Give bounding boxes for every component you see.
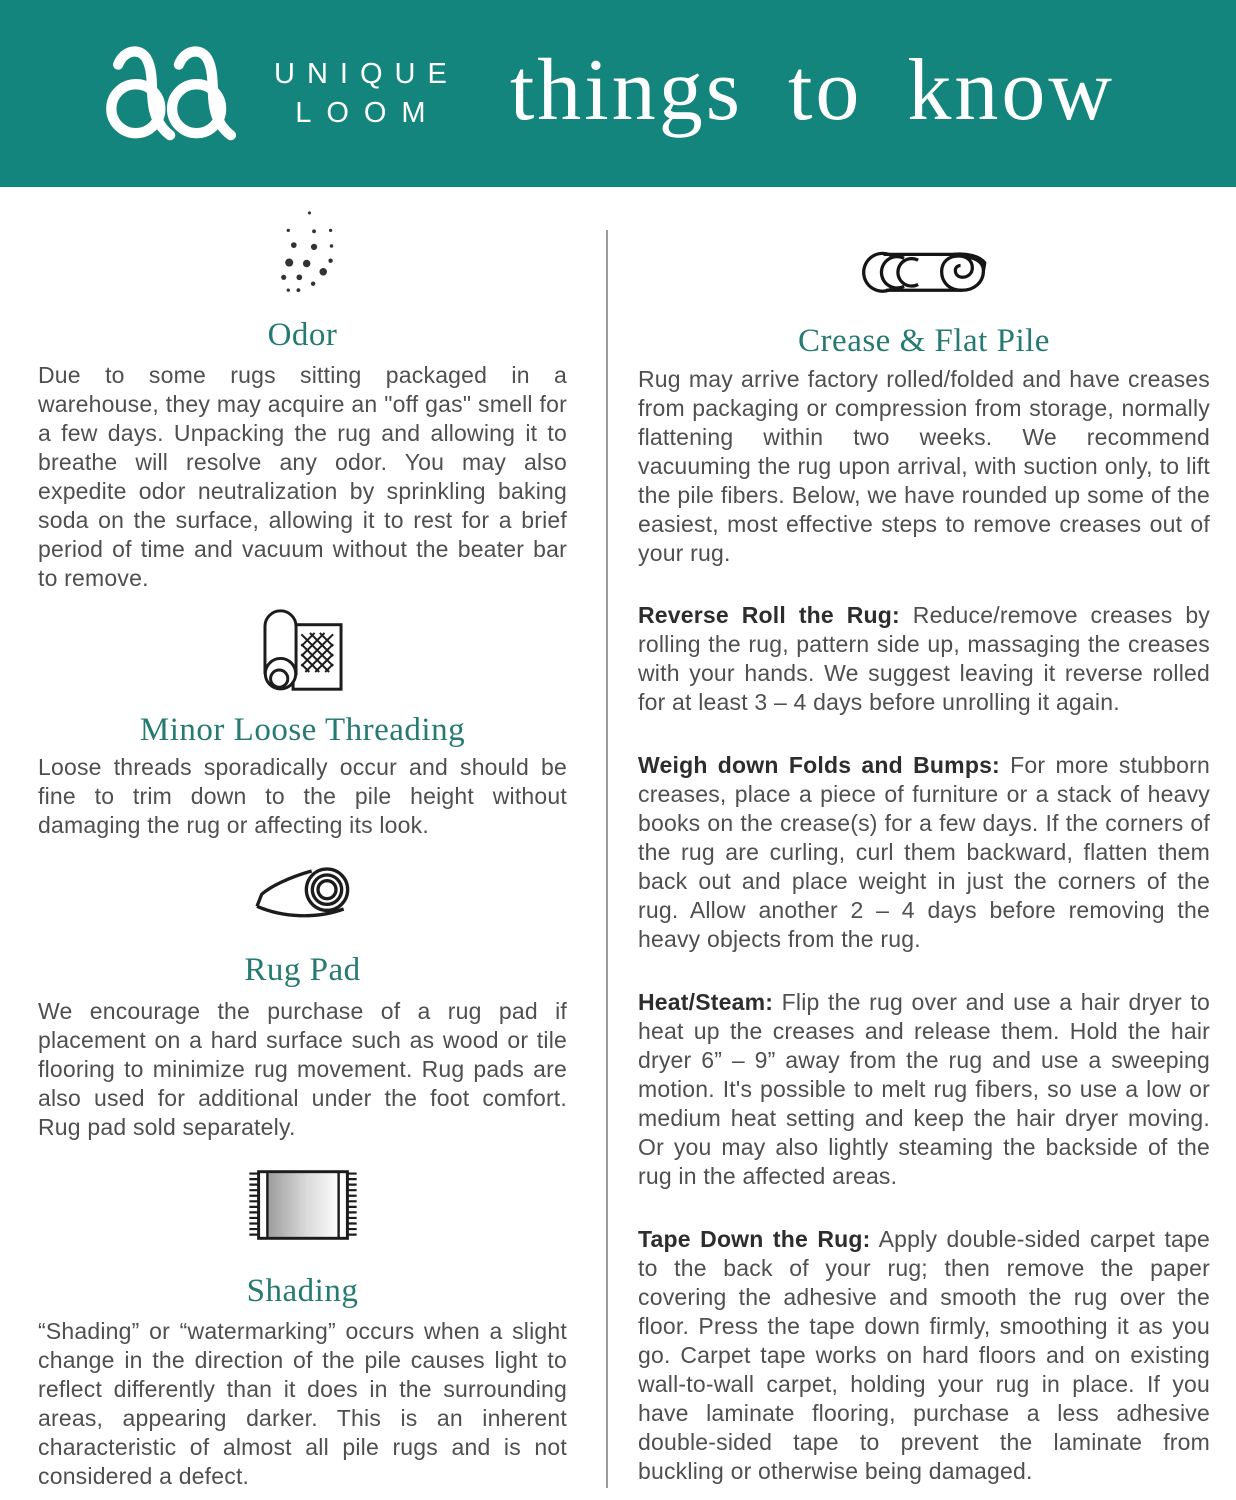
shaded-rug-icon (245, 1168, 361, 1242)
tip-weigh-down (638, 751, 1210, 954)
rolled-rug-spiral-icon (860, 251, 988, 293)
tip-text: Flip the rug over and use a hair dryer to heat up the creases and release them. Hold the hair dryer 6” – 9” away from the rug and use a sweeping motion. It's possible to melt rug fibers, so use a low or medium heat setting and keep the hair dryer moving. Or you may also lightly steaming the backside of the rug in the affected areas. (638, 988, 1210, 1189)
brand-name (274, 57, 459, 129)
tip-label: Heat/Steam: (638, 988, 774, 1015)
column-divider (606, 230, 608, 1488)
section-body: Loose threads sporadically occur and should be fine to trim down to the pile height without damaging the rug or affecting its look. (38, 754, 567, 839)
brand-name-line2: LOOM (295, 96, 441, 129)
tip-text: For more stubborn creases, place a piece of furniture or a stack of heavy books on the crease(s) for a few days. If the corners of the rug are curling, curl them backward, flatten them back out and place weight in just the corners of the rug. Allow another 2 – 4 days before removing the heavy objects from the rug. (638, 751, 1211, 952)
rug-pad-roll-icon (253, 867, 353, 923)
section-body: Rug may arrive factory rolled/folded and have creases from packaging or compression from storage, normally flattening within two weeks. We recommend vacuuming the rug upon arrival, with suction only, to lift the pile fibers. Below, we have rounded up some of the easiest, most effective steps to remove creases out of your rug. (638, 365, 1210, 566)
header-banner (0, 0, 1236, 187)
section-body: Due to some rugs sitting packaged in a warehouse, they may acquire an "off gas" smell for a few days. Unpacking the rug and allowing it to breathe will resolve any odor. You may also expedite odor neutralization by sprinkling baking soda on the surface, allowing it to rest for a brief period of time and vacuum without the beater bar to remove. (38, 361, 567, 591)
tip-label: Tape Down the Rug: (638, 1225, 871, 1252)
odor-particles-icon (257, 208, 349, 296)
unique-loom-logo-icon (100, 45, 252, 143)
section-heading: Shading (246, 1272, 359, 1309)
left-column (38, 208, 567, 1491)
content-area (0, 187, 1236, 1491)
section-body: “Shading” or “watermarking” occurs when a slight change in the direction of the pile causes light to reflect differently than it does in the surrounding areas, appearing darker. This is an inherent characteristic of almost all pile rugs and is not considered a defect. (38, 1317, 567, 1489)
section-heading: Minor Loose Threading (139, 711, 466, 748)
section-odor (38, 208, 567, 593)
page-title: things to know (509, 42, 1115, 139)
brand-lockup (100, 45, 459, 143)
rolled-rug-crosshatch-icon (261, 607, 345, 694)
section-body: We encourage the purchase of a rug pad if placement on a hard surface such as wood or tile flooring to minimize rug movement. Rug pads are also used for additional under the foot comfort. Rug pad sold separately. (38, 997, 567, 1140)
section-rug-pad (38, 867, 567, 1142)
tip-text: Reduce/remove creases by rolling the rug, pattern side up, massaging the creases with your hands. We suggest leaving it reverse rolled for at least 3 – 4 days before unrolling it again. (638, 601, 1211, 715)
tip-label: Weigh down Folds and Bumps: (638, 751, 1000, 778)
tip-heat-steam (638, 988, 1210, 1191)
brand-name-line1: UNIQUE (274, 57, 459, 90)
tip-text: Apply double-sided carpet tape to the back of your rug; then remove the paper covering the adhesive and smooth the rug over the floor. Press the tape down firmly, smoothing it as you go. Carpet tape works on hard floors and on existing wall-to-wall carpet, holding your rug in place. If you have laminate flooring, purchase a less adhesive double-sided tape to prevent the laminate from buckling or otherwise being damaged. (638, 1225, 1211, 1484)
tip-label: Reverse Roll the Rug: (638, 601, 900, 628)
section-minor-loose-threading (38, 607, 567, 841)
tip-reverse-roll (638, 601, 1210, 717)
section-crease-flat-pile (638, 245, 1210, 1486)
section-shading (38, 1168, 567, 1491)
section-heading: Rug Pad (244, 952, 361, 989)
section-heading: Odor (267, 317, 338, 353)
section-heading: Crease & Flat Pile (798, 323, 1050, 359)
right-column (638, 208, 1210, 1491)
tip-tape-down (638, 1225, 1210, 1486)
